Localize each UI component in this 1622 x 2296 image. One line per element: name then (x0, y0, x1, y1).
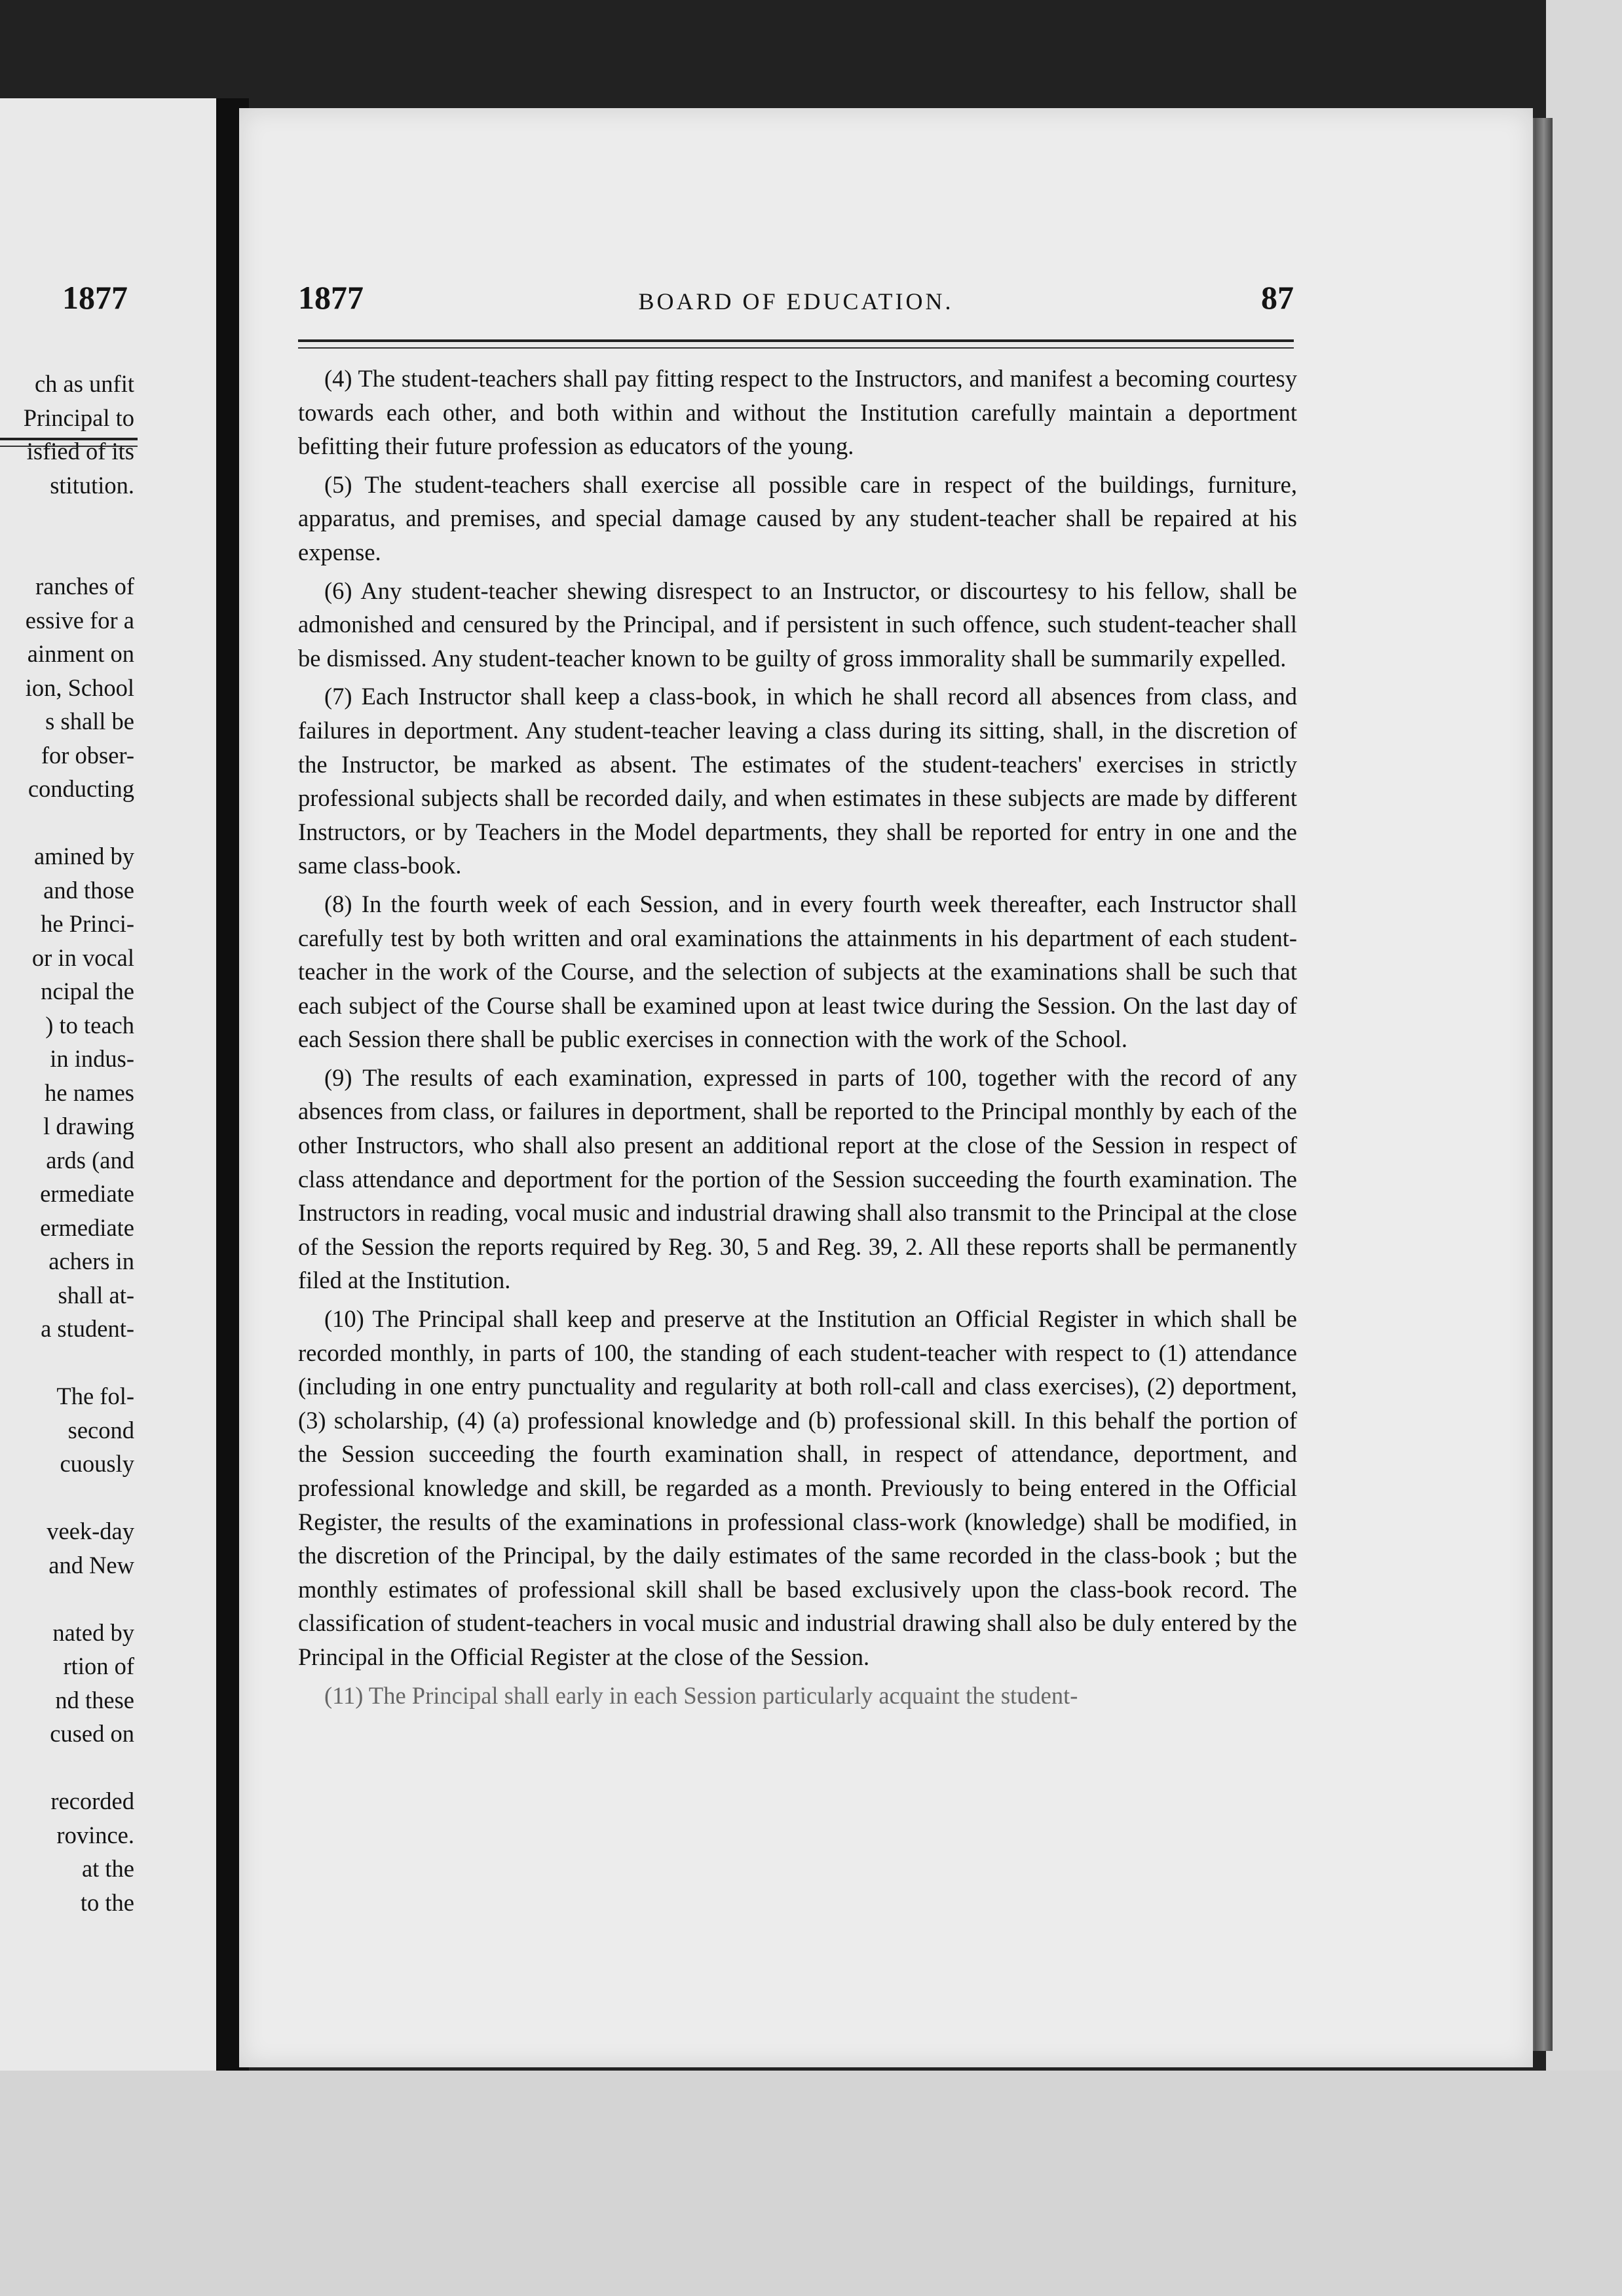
paragraph-8: (8) In the fourth week of each Session, and in every fourth week thereafter, each Instructor shall carefully test by both written and oral examinations the attainments in his department of each student-teacher in the work of the Course, and the selection of subjects at the examinations shall be such that each subject of the Course shall be examined upon at least twice during the Session. On the last day of each Session there shall be public exercises in connection with the work of the School. (298, 890, 1297, 1053)
previous-page-line: stitution. (50, 471, 134, 499)
paragraph-11: (11) The Principal shall early in each Session particularly acquaint the student- (324, 1681, 1078, 1709)
paragraph-9: (9) The results of each examination, expressed in parts of 100, together with the record of any absences from class, or failures in deportment, shall be reported to the Principal monthly by each of the other Instructors, who shall also present an additional report at the close of the Session in respect of class attendance and deportment for the portion of the Session succeeding the fourth examination. The Instructors in reading, vocal music and industrial drawing shall also transmit to the Principal at the close of the Session the reports required by Reg. 30, 5 and Reg. 39, 2. All these reports shall be permanently filed at the Institution. (298, 1063, 1297, 1294)
previous-page-line: and New (48, 1551, 134, 1578)
previous-page-line: essive for a (25, 606, 134, 634)
previous-page-line: rtion of (63, 1653, 134, 1679)
previous-page-line: cused on (50, 1720, 134, 1747)
header-rule (298, 339, 1294, 342)
previous-page-line: ranches of (35, 573, 134, 600)
previous-page-line: ncipal the (41, 978, 134, 1004)
previous-page-line: amined by (33, 843, 134, 870)
previous-page-line: The fol- (56, 1383, 134, 1409)
paragraph-6: (6) Any student-teacher shewing disrespect to an Instructor, or discourtesy to his fellow, shall be admonished and censured by the Principal, and if persistent in such offence, such student-teacher shall be dismissed. Any student-teacher known to be guilty of gross immorality shall be summarily expelled. (298, 577, 1297, 672)
previous-page-line (24, 1582, 134, 1616)
previous-page-line: ards (and (46, 1146, 134, 1174)
previous-page (0, 98, 216, 2071)
previous-page-line: ermediate (40, 1214, 134, 1241)
header-title: BOARD OF EDUCATION. (638, 288, 954, 315)
previous-page-line: cuously (60, 1450, 134, 1477)
previous-page-line: in indus- (50, 1045, 134, 1072)
previous-page-line: and those (43, 876, 134, 904)
header-year: 1877 (298, 279, 364, 316)
previous-page-line (24, 536, 134, 570)
scan-background-right (1546, 0, 1622, 2296)
previous-page-line: to the (80, 1888, 134, 1916)
page-body (298, 362, 1297, 1717)
previous-page-line: ch as unfit (34, 370, 134, 397)
running-header (298, 278, 1294, 324)
previous-page-line: veek-day (47, 1518, 134, 1544)
previous-page-line: ainment on (27, 640, 134, 667)
paragraph-5: (5) The student-teachers shall exercise all possible care in respect of the buildings, furniture, apparatus, and premises, and special damage caused by any student-teacher shall be repaired at his expense. (298, 470, 1297, 565)
scan-background-bottom (0, 2071, 1622, 2296)
paragraph-4: (4) The student-teachers shall pay fitting respect to the Instructors, and manifest a becoming courtesy towards each other, and both within and without the Institution carefully maintain a deportment befitting their future profession as educators of the young. (298, 365, 1297, 460)
previous-page-line: for obser- (41, 741, 134, 769)
header-rule (298, 347, 1294, 349)
previous-page-line: nated by (52, 1618, 134, 1646)
paragraph-10: (10) The Principal shall keep and preserve at the Institution an Official Register in which shall be recorded monthly, in parts of 100, the standing of each student-teacher with respect to (1) attendance (including in one entry punctuality and regularity at both roll-call and class exercises), (2) deportment, (3) scholarship, (4) (a) professional knowledge and (b) professional skill. In this behalf the portion of the Session succeeding the fourth examination shall, in respect of attendance, deportment, and professional knowledge and skill, be regarded as a month. Previously to being entered in the Official Register, the results of the examinations in professional class-work (knowledge) shall be modified, in the discretion of the Principal, by the daily estimates of the same recorded in the class-book ; but the monthly estimates of professional skill shall be based exclusively upon the class-book record. The classification of student-teachers in vocal music and industrial drawing shall also be duly entered by the Principal in the Official Register at the close of the Session. (298, 1305, 1297, 1670)
previous-page-line: achers in (48, 1248, 134, 1274)
page-number: 87 (1261, 279, 1294, 316)
previous-page-line: ermediate (40, 1180, 134, 1207)
previous-page-line: isfied of its (26, 438, 134, 465)
previous-page-line (24, 1751, 134, 1785)
previous-page-line: he names (45, 1079, 134, 1106)
previous-page-line: second (67, 1416, 134, 1444)
previous-page-line: conducting (28, 775, 134, 802)
previous-page-line: s shall be (45, 708, 134, 735)
previous-page-line: or in vocal (31, 944, 134, 971)
previous-page-line: ) to teach (45, 1011, 134, 1039)
previous-page-line: Principal to (23, 404, 134, 431)
previous-page-text (24, 367, 134, 1919)
previous-page-line (24, 806, 134, 840)
previous-page-line: rovince. (56, 1821, 134, 1848)
previous-page-year: 1877 (62, 279, 128, 316)
previous-page-line: recorded (50, 1788, 134, 1814)
previous-page-line: a student- (41, 1315, 134, 1342)
previous-page-line: l drawing (43, 1113, 134, 1139)
previous-page-line: shall at- (58, 1281, 134, 1309)
previous-page-line: nd these (55, 1686, 134, 1713)
previous-page-line: at the (81, 1855, 134, 1882)
previous-page-line (24, 502, 134, 536)
paragraph-7: (7) Each Instructor shall keep a class-book, in which he shall record all absences from class, and failures in deportment. Any student-teacher leaving a class during its sitting, shall, in the discretion of the Instructor, be marked as absent. The estimates of the student-teachers' exercises in strictly professional subjects shall be recorded daily, and when estimates in these subjects are made by different Instructors, or by Teachers in the Model departments, they shall be reported for entry in one and the same class-book. (298, 683, 1297, 879)
previous-page-line (24, 1481, 134, 1515)
previous-page-line: he Princi- (41, 910, 134, 937)
previous-page-line (24, 1346, 134, 1380)
previous-page-line: ion, School (25, 674, 134, 701)
